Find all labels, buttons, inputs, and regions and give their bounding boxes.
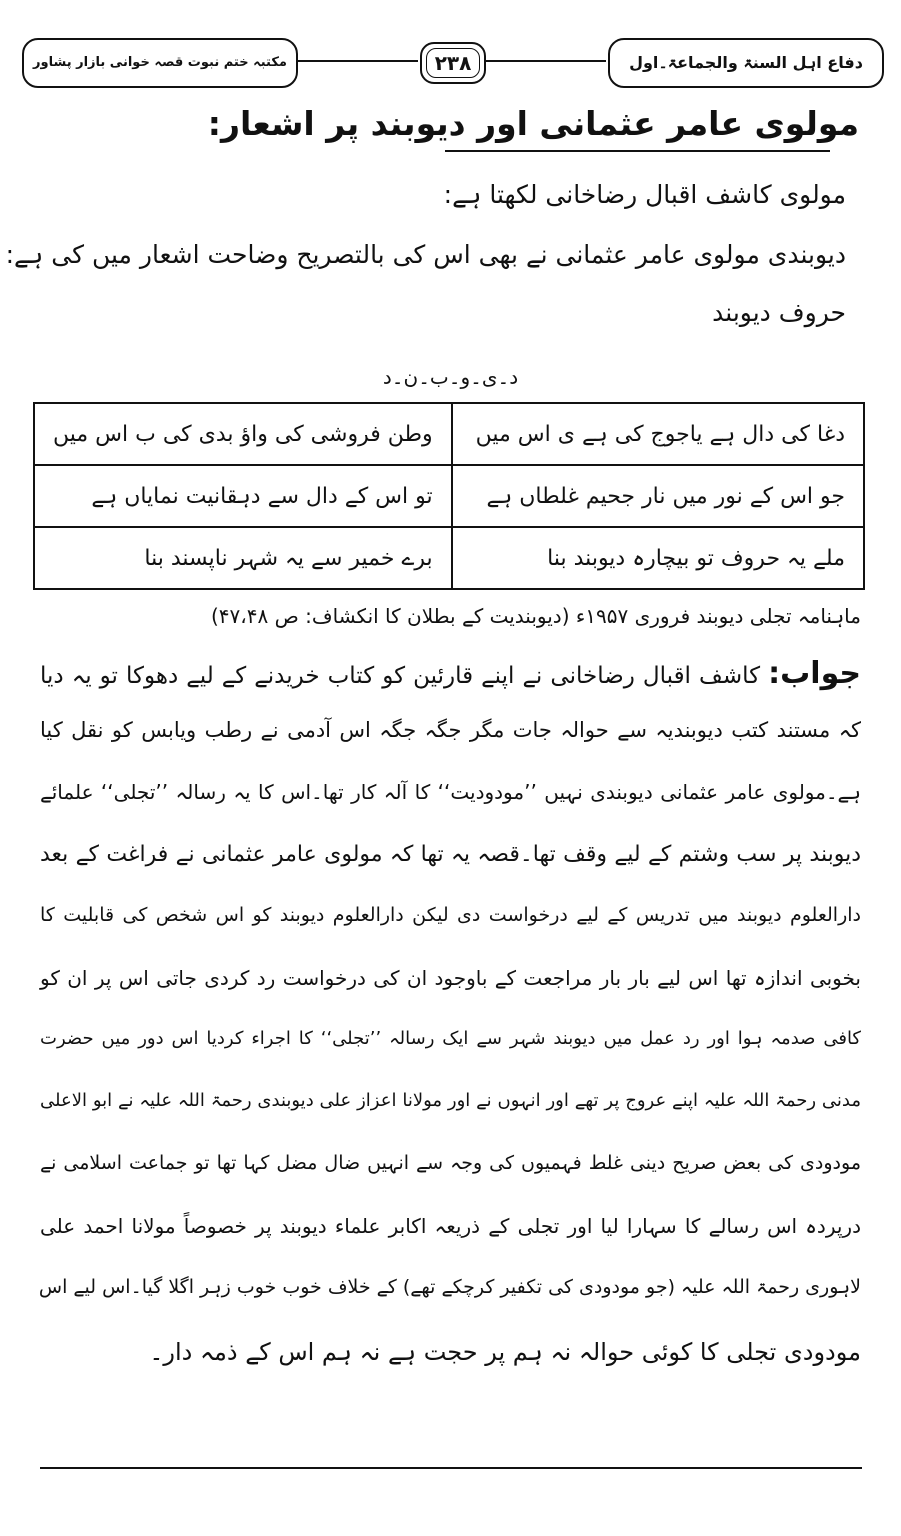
reference-line: ماہنامہ تجلی دیوبند فروری ۱۹۵۷ء (دیوبندیت کے بطلان کا انکشاف: ص ۴۷،۴۸) [210, 604, 861, 628]
answer-line-7: کافی صدمہ ہوا اور رد عمل میں دیوبند شہر سے ایک رسالہ ’’تجلی‘‘ کا اجراء کردیا اس دور میں حضرت [40, 1028, 861, 1049]
header-divider-left [296, 60, 418, 62]
poem-table [33, 402, 865, 590]
footer-rule [40, 1467, 862, 1469]
poem-verse: برے خمیر سے یہ شہر ناپسند بنا [34, 527, 452, 589]
header-book-title: دفاع اہل السنۃ والجماعۃ۔اول [629, 53, 863, 72]
answer-line-1 [40, 656, 861, 691]
answer-line-8: مدنی رحمۃ اللہ علیہ اپنے عروج پر تھے اور انہوں نے اور مولانا اعزاز علی دیوبندی رحمۃ اللہ علیہ نے ابو الاعلی [40, 1090, 861, 1111]
intro-line-3: حروف دیوبند [712, 298, 846, 327]
answer-line-2: کہ مستند کتب دیوبندیہ سے حوالہ جات مگر جگہ جگہ اس آدمی نے رطب ویابس کو نقل کیا [40, 718, 861, 742]
answer-line-11: لاہوری رحمۃ اللہ علیہ (جو مودودی کی تکفیر کرچکے تھے) کے خلاف خوب خوب زہر اگلا گیا۔اس لیے اس [38, 1276, 861, 1298]
header-publisher-text: مکتبہ ختم نبوت قصہ خوانی بازار پشاور [33, 55, 287, 70]
intro-line-2: دیوبندی مولوی عامر عثمانی نے بھی اس کی بالتصریح وضاحت اشعار میں کی ہے: [5, 240, 846, 269]
answer-line-4: دیوبند پر سب وشتم کے لیے وقف تھا۔قصہ یہ تھا کہ مولوی عامر عثمانی نے فراغت کے بعد [40, 842, 861, 867]
poem-row [34, 527, 864, 589]
answer-line-text: کاشف اقبال رضاخانی نے اپنے قارئین کو کتاب خریدنے کے لیے دھوکا تو یہ دیا [40, 663, 761, 689]
answer-line-5: دارالعلوم دیوبند میں تدریس کے لیے درخواست دی لیکن دارالعلوم دیوبند کو اس شخص کی قابلیت کا [40, 904, 861, 926]
header-book-title-box [608, 38, 884, 88]
poem-verse: وطن فروشی کی واؤ بدی کی ب اس میں [34, 403, 452, 465]
header-publisher-box [22, 38, 298, 88]
answer-line-3: ہے۔مولوی عامر عثمانی دیوبندی نہیں ’’مودودیت‘‘ کا آلہ کار تھا۔اس کا یہ رسالہ ’’تجلی‘‘ علمائے [40, 780, 861, 804]
heading-underline [445, 150, 830, 152]
poem-verse: تو اس کے دال سے دہقانیت نمایاں ہے [34, 465, 452, 527]
answer-line-12: مودودی تجلی کا کوئی حوالہ نہ ہم پر حجت ہے نہ ہم اس کے ذمہ دار۔ [149, 1338, 861, 1366]
poem-row [34, 403, 864, 465]
intro-line-1: مولوی کاشف اقبال رضاخانی لکھتا ہے: [443, 180, 846, 209]
page-number: ۲۳۸ [426, 48, 480, 78]
poem-row [34, 465, 864, 527]
poem-verse: ملے یہ حروف تو بیچارہ دیوبند بنا [452, 527, 864, 589]
answer-label: جواب: [768, 656, 861, 691]
section-heading: مولوی عامر عثمانی اور دیوبند پر اشعار: [207, 104, 859, 143]
letters-line: د۔ی۔و۔ب۔ن۔د [382, 365, 519, 389]
page-number-box [420, 42, 486, 84]
poem-verse: جو اس کے نور میں نار جحیم غلطاں ہے [452, 465, 864, 527]
answer-line-10: درپردہ اس رسالے کا سہارا لیا اور تجلی کے ذریعہ اکابر علماء دیوبند پر خصوصاً مولانا احمد علی [40, 1214, 861, 1238]
poem-verse: دغا کی دال ہے یاجوج کی ہے ی اس میں [452, 403, 864, 465]
answer-line-6: بخوبی اندازہ تھا اس لیے بار بار مراجعت کے باوجود ان کی درخواست رد کردی جاتی اس پر ان کو [40, 966, 861, 990]
answer-line-9: مودودی کی بعض صریح دینی غلط فہمیوں کی وجہ سے انہیں ضال مضل کہا تھا تو جماعت اسلامی نے [40, 1152, 861, 1174]
header-divider-right [484, 60, 606, 62]
